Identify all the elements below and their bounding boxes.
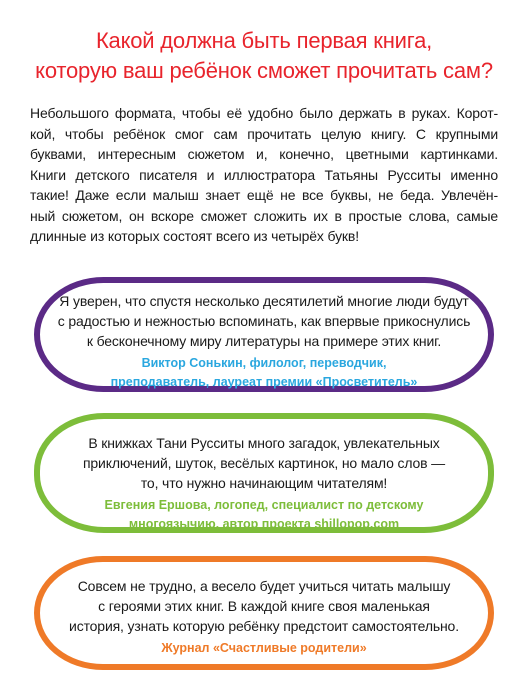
- quote-author: [40, 496, 488, 534]
- quote-author: [40, 639, 488, 658]
- quote-line: к бесконечному миру литературы на примере этих книг.: [86, 333, 442, 349]
- quote-author: [40, 354, 488, 392]
- quote-line: то, что нужно начинающим читателям!: [140, 475, 388, 491]
- author-line: Евгения Ершова, логопед, специалист по детскому: [104, 498, 424, 512]
- quote-box-magazine: [34, 556, 494, 670]
- quote-line: Я уверен, что спустя несколько десятилетий многие люди будут: [59, 293, 469, 309]
- quote-text: [40, 576, 488, 636]
- intro-line: длинные из которых состоят всего из четырёх букв!: [30, 228, 359, 244]
- author-line: преподаватель, лауреат премии «Просветитель»: [110, 375, 418, 389]
- title-line-2: которую ваш ребёнок сможет прочитать сам?: [35, 58, 493, 83]
- quote-line: приключений, шуток, весёлых картинок, но мало слов —: [82, 455, 446, 471]
- quote-line: В книжках Тани Русситы много загадок, увлекательных: [88, 435, 440, 451]
- intro-line: Небольшого формата, чтобы её удобно было держать в руках. Корот-: [30, 105, 498, 121]
- author-line: Журнал «Счастливые родители»: [161, 641, 367, 655]
- quote-line: с героями этих книг. В каждой книге своя маленькая: [98, 598, 430, 614]
- title-line-1: Какой должна быть первая книга,: [95, 28, 433, 53]
- intro-line: ный сюжетом, он вскоре сможет сложить их в простые слова, самые: [30, 207, 498, 224]
- quote-text: [40, 291, 488, 351]
- quote-box-sonkin: [34, 277, 494, 392]
- intro-line: буквами, интересным сюжетом и, конечно, цветными картинками.: [30, 146, 498, 162]
- intro-line: такие! Даже если малыш знает ещё не все буквы, не беда. Увлечён-: [30, 187, 498, 203]
- quote-box-ershova: [34, 413, 494, 533]
- author-line: Виктор Сонькин, филолог, переводчик,: [141, 356, 387, 370]
- intro-line: кой, чтобы ребёнок смог сам прочитать целую книгу. С крупными: [30, 125, 498, 142]
- quote-line: история, узнать которую ребёнку предстоит самостоятельно.: [69, 618, 459, 634]
- intro-line: Книги детского писателя и иллюстратора Татьяны Русситы именно: [30, 166, 498, 183]
- quote-line: с радостью и нежностью вспоминать, как впервые прикоснулись: [57, 313, 471, 329]
- quote-line: Совсем не трудно, а весело будет учиться читать малышу: [77, 578, 451, 594]
- page-title: [0, 26, 528, 86]
- intro-paragraph: [30, 103, 498, 247]
- quote-text: [40, 433, 488, 493]
- author-line: многоязычию, автор проекта shillopop.com: [128, 517, 400, 531]
